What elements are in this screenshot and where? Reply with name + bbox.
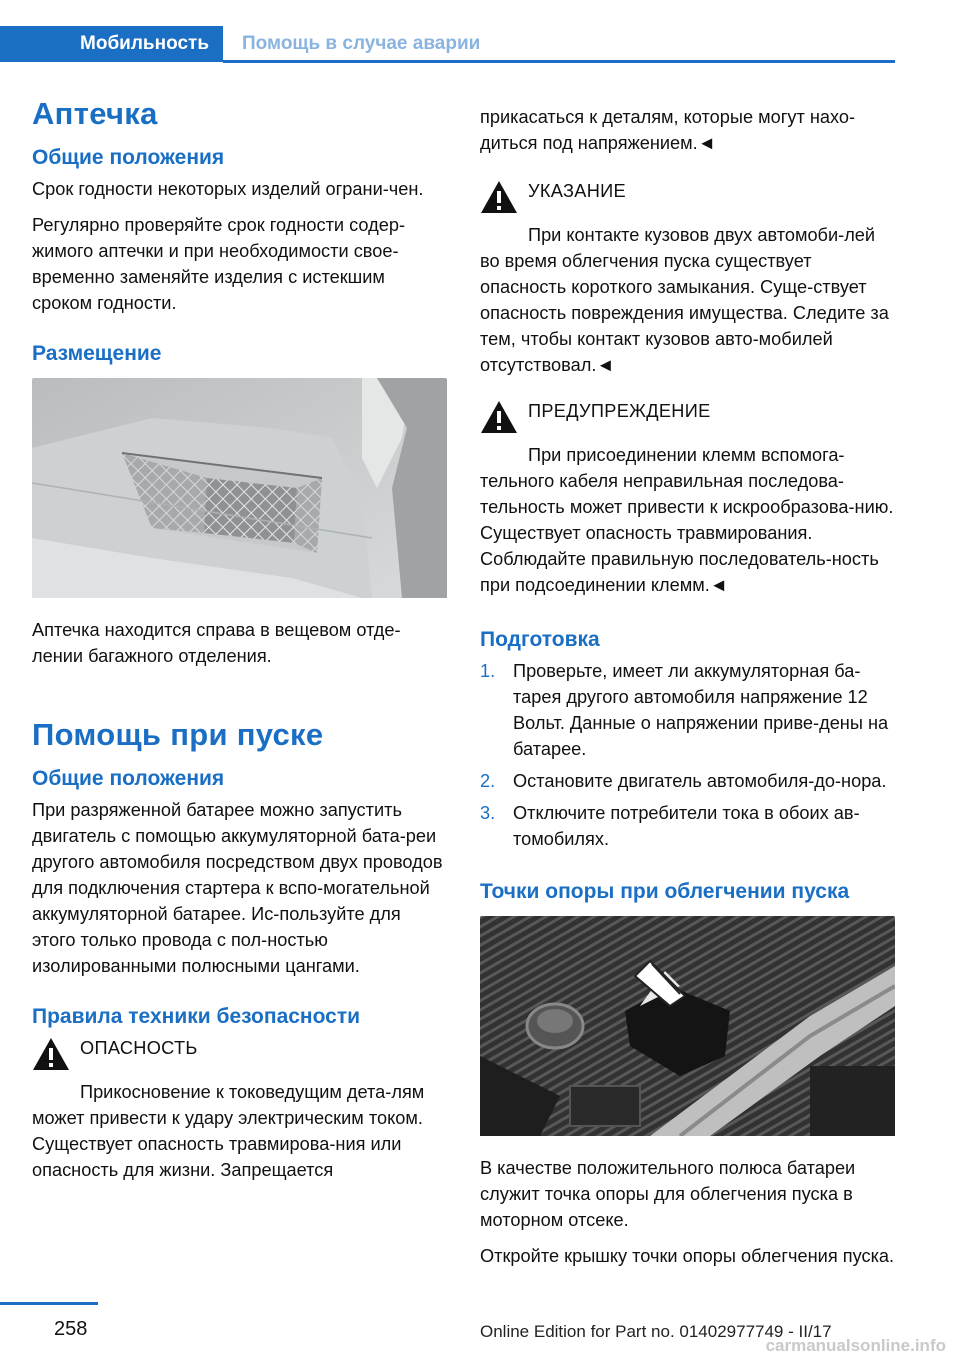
notice-title: УКАЗАНИЕ (528, 181, 626, 201)
engine-bay-photo (480, 916, 895, 1141)
placement-heading: Размещение (32, 342, 162, 365)
tab-emergency-help[interactable]: Помощь в случае аварии (242, 33, 481, 54)
list-item (480, 768, 895, 794)
warning-triangle-icon (480, 400, 518, 434)
jumpstart-general-heading: Общие положения (32, 767, 225, 790)
warning-text-content: При присоединении клемм вспомога-тельного кабеля неправильная последова-тельность может привести к искрообразова-нию. Существует опасность травмирования. Соблюдайте правильную последователь-ность при подсоединении клемм.◄ (480, 445, 894, 595)
first-aid-paragraph-2: Регулярно проверяйте срок годности содер-жимого аптечки и при необходимости свое-временно заменяйте изделия с истекшим сроком годности. (32, 215, 406, 313)
step-number: 3. (480, 803, 496, 823)
step-text: Отключите потребители тока в обоих ав-томобилях. (513, 803, 860, 849)
warning-block (480, 398, 895, 438)
notice-block (480, 178, 895, 218)
step-number: 2. (480, 771, 496, 791)
support-points-heading: Точки опоры при облегчении пуска (480, 880, 850, 903)
safety-heading: Правила техники безопасности (32, 1005, 361, 1028)
list-item (480, 800, 895, 852)
step-number: 1. (480, 661, 496, 681)
step-text: Проверьте, имеет ли аккумуляторная ба-тарея другого автомобиля напряжение 12 Вольт. Данные о напряжении приве-дены на батарее. (513, 661, 889, 759)
danger-text-content: Прикосновение к токоведущим дета-лям может привести к удару электрическим током. Существует опасность травмирова-ния или опасность для жизни. Запрещается (32, 1082, 425, 1180)
warning-triangle-icon (480, 180, 518, 214)
first-aid-general-heading: Общие положения (32, 146, 225, 169)
watermark: carmanualsonline.info (765, 1336, 946, 1355)
trunk-net-photo (32, 378, 447, 603)
page-number: 258 (54, 1318, 88, 1340)
edition-text: Online Edition for Part no. 01402977749 - II/17 (480, 1322, 832, 1341)
first-aid-paragraph-1: Срок годности некоторых изделий ограни-чен. (32, 179, 424, 199)
placement-caption: Аптечка находится справа в вещевом отде-лении багажного отделения. (32, 620, 401, 666)
warning-text (480, 442, 895, 598)
support-paragraph-1: В качестве положительного полюса батареи служит точка опоры для облегчения пуска в моторном отсеке. (480, 1158, 856, 1230)
warning-triangle-icon (32, 1037, 70, 1071)
first-aid-title: Аптечка (32, 96, 158, 131)
step-text: Остановите двигатель автомобиля-до-нора. (513, 771, 887, 791)
footer-rule (0, 1302, 98, 1305)
left-column (32, 96, 447, 1195)
danger-title: ОПАСНОСТЬ (80, 1038, 198, 1058)
preparation-heading: Подготовка (480, 628, 600, 651)
preparation-steps (480, 658, 895, 852)
jumpstart-title: Помощь при пуске (32, 717, 324, 752)
jumpstart-paragraph: При разряженной батарее можно запустить двигатель с помощью аккумуляторной бата-реи другого автомобиля посредством двух проводов для подключения стартера к вспо-могательной аккумуляторной батарее. Ис-пользуйте для этого только провода с пол-ностью изолированными полюсными цангами. (32, 800, 443, 976)
list-item (480, 658, 895, 762)
danger-text (32, 1079, 447, 1183)
notice-text (480, 222, 895, 378)
right-column (480, 104, 895, 1279)
danger-block (32, 1035, 447, 1075)
notice-text-content: При контакте кузовов двух автомоби-лей во время облегчения пуска существует опасность короткого замыкания. Суще-ствует опасность повреждения имущества. Следите за тем, чтобы контакт кузовов авто-мобилей отсутствовал.◄ (480, 225, 889, 375)
header-rule (223, 60, 895, 63)
support-paragraph-2: Откройте крышку точки опоры облегчения пуска. (480, 1246, 895, 1266)
danger-continuation: прикасаться к деталям, которые могут нахо-диться под напряжением.◄ (480, 107, 856, 153)
page-header (0, 0, 960, 66)
tab-mobility[interactable]: Мобильность (0, 26, 223, 62)
warning-title: ПРЕДУПРЕЖДЕНИЕ (528, 401, 711, 421)
